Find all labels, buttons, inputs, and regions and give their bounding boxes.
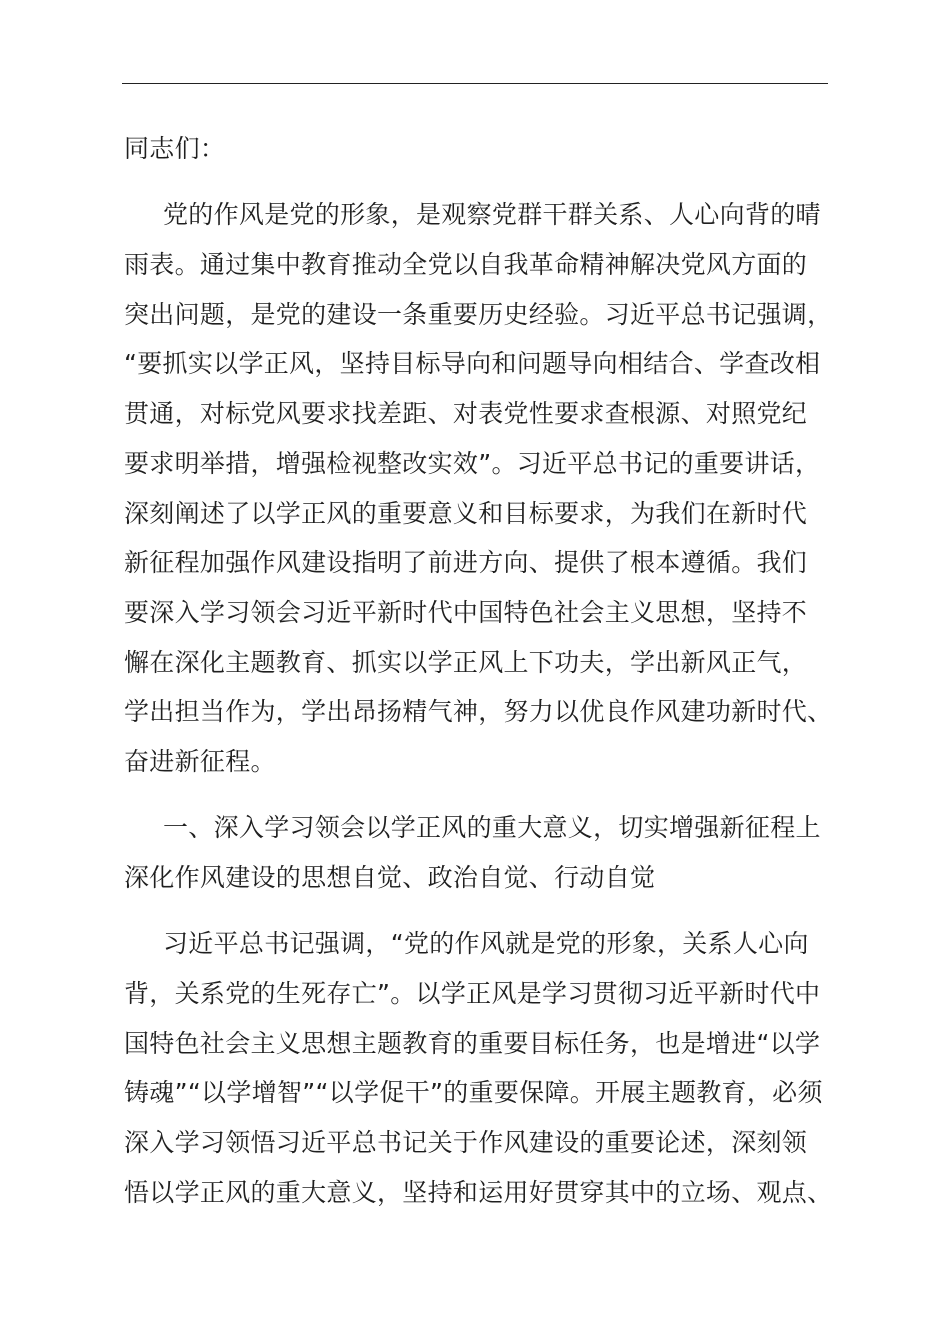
paragraph2-line: 习近平总书记强调，“党的作风就是党的形象，关系人心向: [163, 929, 809, 958]
section-heading-line: 一、深入学习领会以学正风的重大意义，切实增强新征程上: [163, 813, 821, 842]
section-heading-line: 深化作风建设的思想自觉、政治自觉、行动自觉: [124, 863, 656, 892]
paragraph1-line: 要深入学习领会习近平新时代中国特色社会主义思想，坚持不: [124, 598, 808, 627]
paragraph2-line: 背，关系党的生死存亡”。以学正风是学习贯彻习近平新时代中: [124, 979, 821, 1008]
paragraph1-line: 懈在深化主题教育、抓实以学正风上下功夫，学出新风正气，: [124, 648, 808, 677]
paragraph2-line: 国特色社会主义思想主题教育的重要目标任务，也是增进“以学: [124, 1029, 821, 1058]
paragraph1-line: 深刻阐述了以学正风的重要意义和目标要求，为我们在新时代: [124, 499, 808, 528]
salutation: 同志们：: [124, 134, 226, 163]
paragraph1-line: 奋进新征程。: [124, 747, 276, 776]
paragraph2-line: 深入学习领悟习近平总书记关于作风建设的重要论述，深刻领: [124, 1128, 808, 1157]
paragraph1-line: 学出担当作为，学出昂扬精气神，努力以优良作风建功新时代、: [124, 697, 833, 726]
paragraph2-line: 悟以学正风的重大意义，坚持和运用好贯穿其中的立场、观点、: [124, 1178, 833, 1207]
paragraph1-line: 党的作风是党的形象，是观察党群干群关系、人心向背的晴: [163, 200, 821, 229]
paragraph1-line: 雨表。通过集中教育推动全党以自我革命精神解决党风方面的: [124, 250, 808, 279]
paragraph1-line: 突出问题，是党的建设一条重要历史经验。习近平总书记强调，: [124, 300, 833, 329]
paragraph1-line: 要求明举措，增强检视整改实效”。习近平总书记的重要讲话，: [124, 449, 821, 478]
paragraph1-line: 贯通，对标党风要求找差距、对表党性要求查根源、对照党纪: [124, 399, 808, 428]
header-rule: [122, 83, 828, 84]
paragraph2-line: 铸魂”“以学增智”“以学促干”的重要保障。开展主题教育，必须: [124, 1078, 823, 1107]
paragraph1-line: “要抓实以学正风，坚持目标导向和问题导向相结合、学查改相: [124, 349, 821, 378]
paragraph1-line: 新征程加强作风建设指明了前进方向、提供了根本遵循。我们: [124, 548, 808, 577]
